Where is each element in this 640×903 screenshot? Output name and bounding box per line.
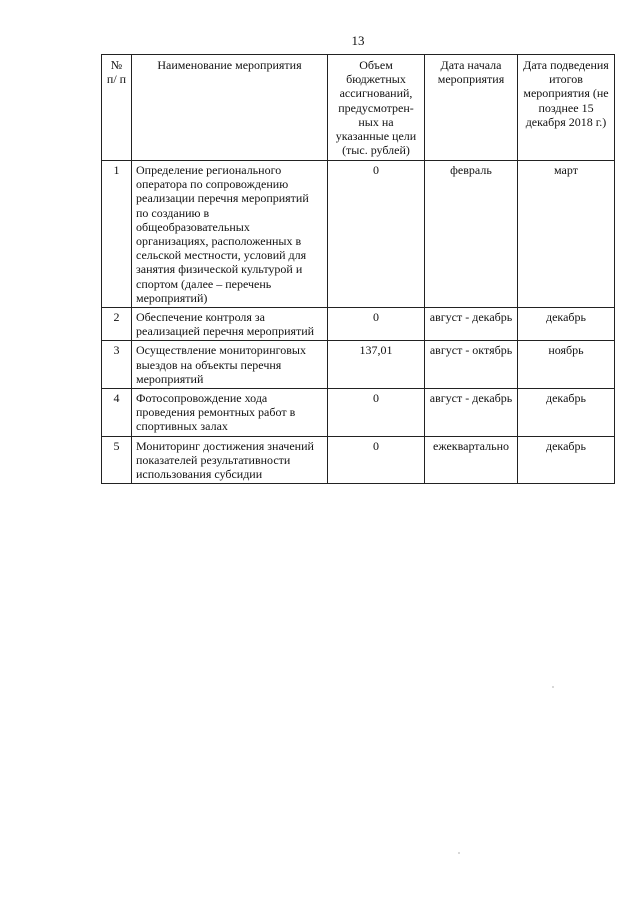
row-start-date: август - октябрь — [425, 341, 518, 389]
row-end-date: декабрь — [518, 436, 615, 484]
row-num: 1 — [102, 161, 132, 308]
page-number: 13 — [351, 33, 365, 48]
row-amount: 0 — [328, 308, 425, 341]
row-num: 2 — [102, 308, 132, 341]
table-row — [102, 341, 615, 389]
table-header-row — [102, 55, 615, 161]
row-amount: 0 — [328, 436, 425, 484]
row-name: Обеспечение контроля за реализацией перечня мероприятий — [132, 308, 328, 341]
header-num: № п/ п — [102, 55, 132, 161]
header-amount: Объем бюджетных ассигнований, предусмотрен-ных на указанные цели (тыс. рублей) — [328, 55, 425, 161]
scan-speck — [458, 852, 460, 854]
row-start-date: август - декабрь — [425, 389, 518, 437]
header-start-date: Дата начала мероприятия — [425, 55, 518, 161]
row-name: Фотосопровождение хода проведения ремонтных работ в спортивных залах — [132, 389, 328, 437]
header-end-date: Дата подведения итогов мероприятия (не позднее 15 декабря 2018 г.) — [518, 55, 615, 161]
row-start-date: ежеквартально — [425, 436, 518, 484]
row-num: 5 — [102, 436, 132, 484]
table-row — [102, 308, 615, 341]
row-end-date: ноябрь — [518, 341, 615, 389]
row-end-date: декабрь — [518, 308, 615, 341]
row-name: Мониторинг достижения значений показателей результативности использования субсидии — [132, 436, 328, 484]
row-name: Определение регионального оператора по сопровождению реализации перечня мероприятий по созданию в общеобразовательных организациях, расположенных в сельской местности, условий для занятия физической культурой и спортом (далее – перечень мероприятий) — [132, 161, 328, 308]
header-name: Наименование мероприятия — [132, 55, 328, 161]
row-amount: 0 — [328, 161, 425, 308]
row-start-date: август - декабрь — [425, 308, 518, 341]
row-start-date: февраль — [425, 161, 518, 308]
table-row — [102, 161, 615, 308]
row-end-date: март — [518, 161, 615, 308]
row-num: 3 — [102, 341, 132, 389]
row-end-date: декабрь — [518, 389, 615, 437]
events-table — [101, 54, 615, 484]
row-num: 4 — [102, 389, 132, 437]
row-amount: 0 — [328, 389, 425, 437]
table-row — [102, 389, 615, 437]
row-name: Осуществление мониторинговых выездов на объекты перечня мероприятий — [132, 341, 328, 389]
scan-speck — [552, 686, 554, 688]
row-amount: 137,01 — [328, 341, 425, 389]
table-row — [102, 436, 615, 484]
